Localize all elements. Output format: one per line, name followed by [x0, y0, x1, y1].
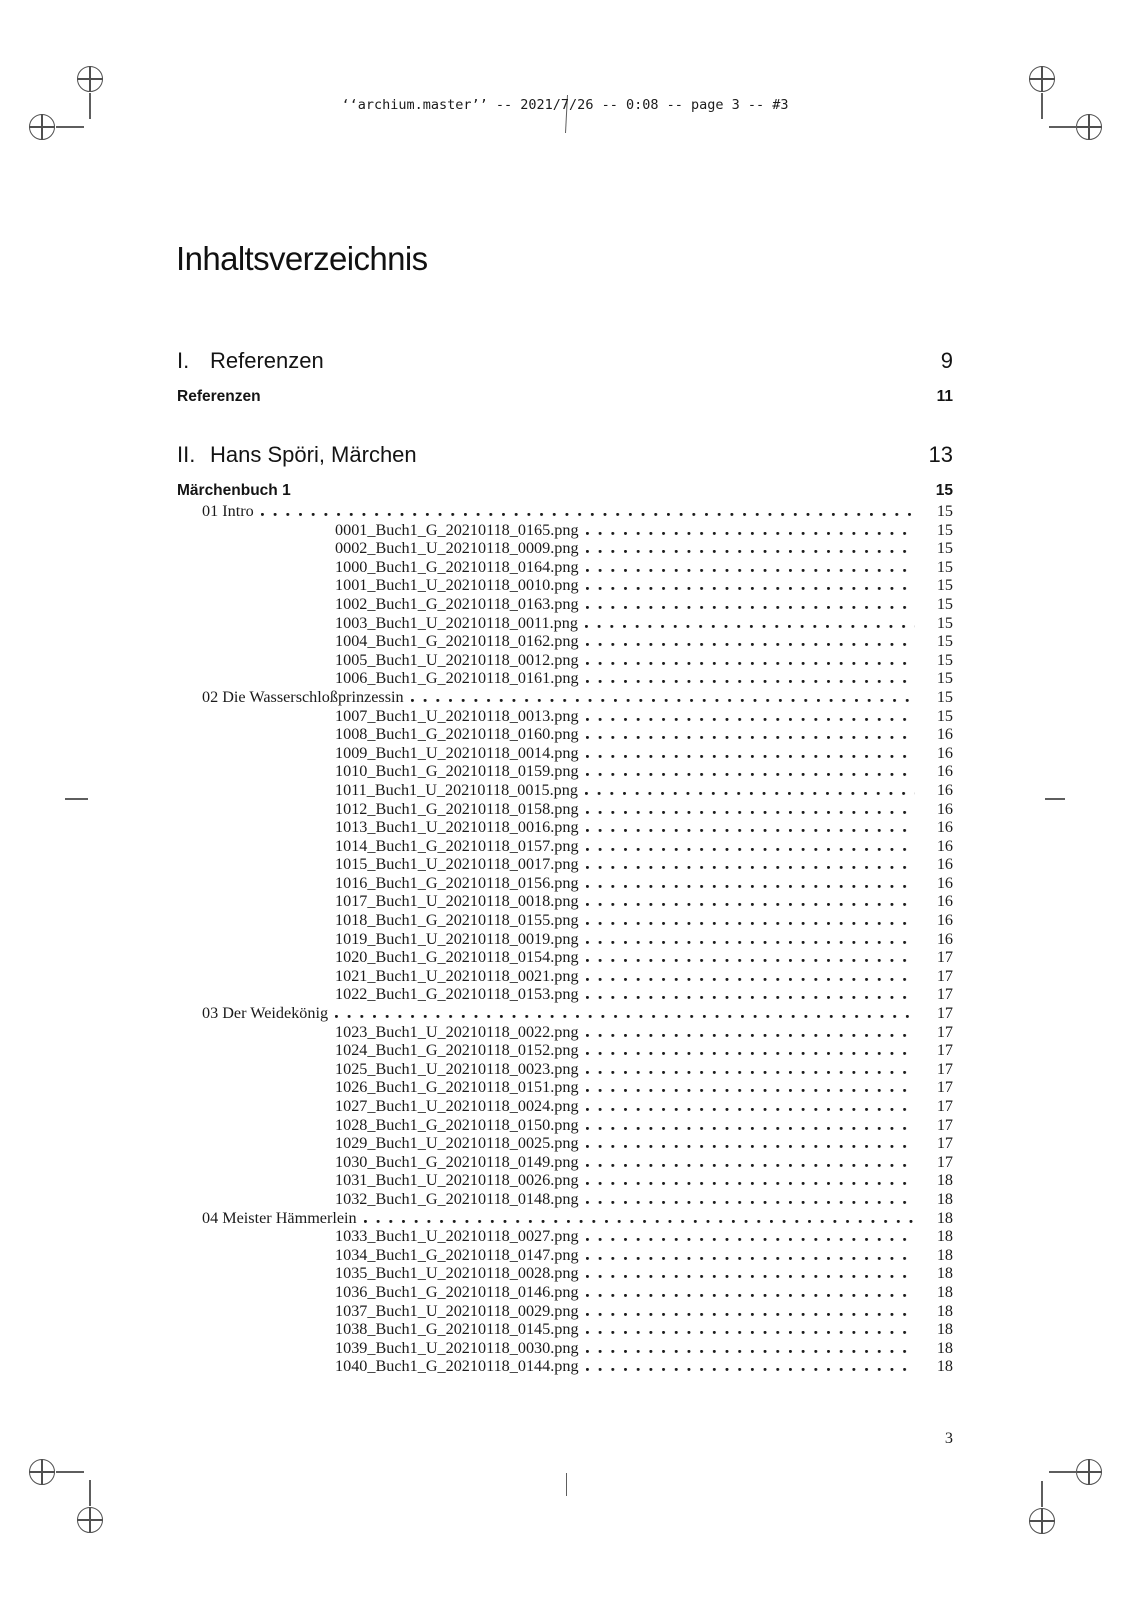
toc-entry-page-number: 18 [936, 1227, 953, 1246]
dot-leader [586, 587, 915, 590]
toc-row [177, 688, 953, 707]
dot-leader [586, 662, 915, 665]
dot-leader [586, 680, 915, 683]
toc-entry-page-number: 16 [936, 855, 953, 874]
toc-entry-label [335, 1190, 579, 1209]
toc-row [177, 762, 953, 781]
dot-leader [586, 1052, 915, 1055]
toc-entry-text: 01 Intro [202, 502, 254, 520]
toc-entry-text: 1026_Buch1_G_20210118_0151.png [335, 1078, 579, 1097]
toc-entry-page-number: 17 [936, 1097, 953, 1115]
dot-leader [586, 903, 915, 906]
toc-entry-text: 1000_Buch1_G_20210118_0164.png [335, 557, 579, 576]
dot-leader [335, 1015, 915, 1018]
toc-entry-text: 1006_Buch1_G_20210118_0161.png [335, 669, 579, 688]
toc-row [177, 595, 953, 614]
dot-leader [586, 922, 915, 925]
toc-entry-page-number: 15 [936, 539, 953, 558]
toc-entry-text: 1011_Buch1_U_20210118_0015.png [335, 780, 578, 799]
toc-entry-label [335, 1041, 579, 1060]
toc-entry-page-number: 15 [936, 594, 953, 613]
registration-mark-icon [77, 1507, 103, 1533]
toc-entry-text: 02 Die Wasserschloßprinzessin [202, 687, 404, 706]
toc-entry-page-number: 16 [936, 836, 953, 855]
toc-entry-label [335, 669, 579, 688]
toc-entry-label [335, 521, 579, 540]
toc-row [177, 837, 953, 856]
toc-entry-text: 1022_Buch1_G_20210118_0153.png [335, 985, 579, 1004]
dot-leader [586, 773, 915, 776]
toc-row [177, 1004, 953, 1023]
toc-entry-label [335, 967, 579, 986]
toc-entry-page-number: 16 [936, 780, 953, 799]
dot-leader [586, 1201, 915, 1204]
toc-entry-text: 1024_Buch1_G_20210118_0152.png [335, 1041, 579, 1060]
toc-entry-text: 1014_Buch1_G_20210118_0157.png [335, 836, 579, 855]
toc-entry-text: 1035_Buch1_U_20210118_0028.png [335, 1264, 579, 1283]
toc-entry-page-number: 15 [936, 576, 953, 595]
toc-entry-text: 1027_Buch1_U_20210118_0024.png [335, 1097, 579, 1115]
toc-entry-label [335, 744, 579, 763]
toc-entry-text: 1037_Buch1_U_20210118_0029.png [335, 1301, 579, 1320]
toc-entry-label [202, 502, 254, 521]
toc-entry-text: 1013_Buch1_U_20210118_0016.png [335, 818, 579, 837]
toc-entry-page-number: 17 [936, 948, 953, 967]
toc-row [177, 911, 953, 930]
toc-entry-label [335, 762, 579, 781]
dot-leader [586, 1108, 915, 1111]
toc-entry-text: 1015_Buch1_U_20210118_0017.png [335, 855, 579, 874]
dot-leader [586, 1127, 915, 1130]
toc-row [177, 1190, 953, 1209]
toc-row [177, 614, 953, 633]
toc-entry-page-number: 17 [936, 1115, 953, 1134]
toc-entry-text: 1016_Buch1_G_20210118_0156.png [335, 873, 579, 892]
dot-leader [586, 1294, 915, 1297]
toc-entry-text: 1010_Buch1_G_20210118_0159.png [335, 762, 579, 781]
toc-entry-label [335, 539, 579, 558]
toc-entry-text: 0001_Buch1_G_20210118_0165.png [335, 520, 579, 539]
toc-entry-page-number: 15 [936, 613, 953, 632]
dot-leader [586, 1145, 915, 1148]
dot-leader [586, 811, 915, 814]
toc-row [177, 1227, 953, 1246]
toc-entry-page-number: 16 [936, 892, 953, 911]
toc-entry-text: 1012_Buch1_G_20210118_0158.png [335, 799, 579, 818]
toc-entry-page-number: 16 [936, 873, 953, 892]
dot-leader [586, 1257, 915, 1260]
toc-row [177, 651, 953, 670]
toc-entry-text: 0002_Buch1_U_20210118_0009.png [335, 539, 579, 558]
toc-entry-page-number: 9 [940, 348, 953, 373]
toc-entry-label [335, 614, 578, 633]
dot-leader [586, 978, 915, 981]
toc-row [177, 669, 953, 688]
toc-row [177, 521, 953, 540]
toc-entry-label [335, 874, 579, 893]
toc-entry-page-number: 18 [936, 1338, 953, 1357]
trim-line [89, 1480, 90, 1506]
dot-leader [586, 1238, 915, 1241]
toc-entry-page-number: 15 [936, 557, 953, 576]
dot-leader [586, 1313, 915, 1316]
toc-entry-text: Referenzen [210, 348, 324, 373]
dot-leader [586, 941, 915, 944]
dot-leader [586, 736, 915, 739]
toc-row [177, 1171, 953, 1190]
toc-entry-page-number: 17 [936, 1022, 953, 1041]
toc-entry-text: 1001_Buch1_U_20210118_0010.png [335, 576, 579, 595]
dot-leader [586, 996, 915, 999]
toc-entry-label [335, 651, 579, 670]
toc-entry-text: Hans Spöri, Märchen [210, 442, 417, 467]
toc-row [177, 818, 953, 837]
toc-entry-page-number: 15 [936, 520, 953, 539]
toc-entry-label [335, 1153, 579, 1172]
toc-entry-text: 1021_Buch1_U_20210118_0021.png [335, 966, 579, 985]
toc-entry-text: 1004_Buch1_G_20210118_0162.png [335, 632, 579, 651]
toc-entry-label [335, 1302, 579, 1321]
trim-line [89, 93, 90, 119]
toc-entry-text: 1025_Buch1_U_20210118_0023.png [335, 1059, 579, 1078]
toc-entry-label [335, 1134, 579, 1153]
toc-entry-page-number: 18 [936, 1282, 953, 1301]
toc-entry-label [335, 1227, 579, 1246]
toc-row [177, 1264, 953, 1283]
toc-entry-label [335, 1357, 579, 1376]
toc-entry-label [335, 558, 579, 577]
dot-leader [261, 513, 915, 516]
toc-entry-label [335, 837, 579, 856]
toc-row [177, 967, 953, 986]
toc-entry-text: 1005_Buch1_U_20210118_0012.png [335, 650, 579, 669]
toc-entry-page-number: 16 [936, 743, 953, 762]
trim-line [1041, 1481, 1042, 1507]
toc-row [177, 1153, 953, 1172]
toc-row [177, 1023, 953, 1042]
toc-row [177, 388, 953, 405]
dot-leader [586, 643, 915, 646]
toc-row [177, 707, 953, 726]
toc-entry-label [335, 855, 579, 874]
toc-entry-label [335, 1116, 579, 1135]
toc-entry-label [177, 349, 324, 373]
toc-entry-label [335, 781, 578, 800]
toc-entry-page-number: 16 [936, 725, 953, 744]
trim-line [1041, 93, 1042, 119]
trim-line [56, 126, 84, 127]
dot-leader [586, 959, 915, 962]
toc-entry-page-number: 16 [936, 818, 953, 837]
toc-entry-text: 1038_Buch1_G_20210118_0145.png [335, 1320, 579, 1339]
toc-row [177, 576, 953, 595]
dot-leader [586, 1089, 915, 1092]
toc-entry-label [335, 800, 579, 819]
toc-entry-text: 1002_Buch1_G_20210118_0163.png [335, 594, 579, 613]
dot-leader [586, 1034, 915, 1037]
toc-entry-page-number: 17 [936, 1004, 953, 1023]
dot-leader [411, 699, 915, 702]
toc-entry-text: 1039_Buch1_U_20210118_0030.png [335, 1338, 579, 1357]
toc-entry-text: 1031_Buch1_U_20210118_0026.png [335, 1171, 579, 1190]
toc-row [177, 502, 953, 521]
toc-entry-label [335, 576, 579, 595]
toc-row [177, 744, 953, 763]
toc-entry-page-number: 15 [936, 650, 953, 669]
toc-entry-text: 1003_Buch1_U_20210118_0011.png [335, 613, 578, 632]
toc-row [177, 1097, 953, 1116]
toc-entry-label [335, 595, 579, 614]
toc-entry-text: 1040_Buch1_G_20210118_0144.png [335, 1357, 579, 1376]
toc-entry-page-number: 15 [935, 482, 953, 499]
registration-mark-icon [29, 1459, 55, 1485]
toc-entry-text: 1033_Buch1_U_20210118_0027.png [335, 1227, 579, 1246]
dot-leader [586, 606, 915, 609]
toc-entry-page-number: 18 [936, 1189, 953, 1208]
dot-leader [586, 1164, 915, 1167]
toc-row [177, 985, 953, 1004]
toc-entry-text: 1023_Buch1_U_20210118_0022.png [335, 1022, 579, 1041]
toc-entry-text: 1036_Buch1_G_20210118_0146.png [335, 1282, 579, 1301]
toc-entry-label [177, 388, 261, 405]
toc-row [177, 948, 953, 967]
toc-entry-page-number: 15 [936, 632, 953, 651]
toc-entry-page-number: 18 [936, 1320, 953, 1339]
toc-entry-label [335, 1097, 579, 1116]
toc-entry-label [177, 443, 417, 467]
dot-leader [586, 829, 915, 832]
toc-row [177, 892, 953, 911]
toc-entry-label [335, 985, 579, 1004]
toc-row [177, 1041, 953, 1060]
toc-row [177, 1134, 953, 1153]
toc-entry-page-number: 17 [936, 1078, 953, 1097]
registration-mark-icon [1076, 114, 1102, 140]
toc-entry-text: 1007_Buch1_U_20210118_0013.png [335, 706, 579, 725]
toc-entry-page-number: 18 [936, 1264, 953, 1283]
toc-row [177, 1246, 953, 1265]
dot-leader [585, 625, 915, 628]
toc-entry-label [335, 1320, 579, 1339]
toc-row [177, 1357, 953, 1376]
toc-entry-text: 1032_Buch1_G_20210118_0148.png [335, 1189, 579, 1208]
registration-mark-icon [77, 66, 103, 92]
toc-entry-page-number: 15 [936, 502, 953, 520]
toc-row [177, 1302, 953, 1321]
toc-entry-page-number: 18 [936, 1301, 953, 1320]
toc-entry-label [335, 948, 579, 967]
toc-entry-label [335, 818, 579, 837]
toc-row [177, 1339, 953, 1358]
dot-leader [586, 1071, 915, 1074]
toc-entry-page-number: 16 [936, 911, 953, 930]
dot-leader [586, 718, 915, 721]
toc-entry-label [335, 1171, 579, 1190]
registration-mark-icon [1029, 66, 1055, 92]
toc-entry-page-number: 16 [936, 762, 953, 781]
toc-entry-page-number: 18 [936, 1357, 953, 1376]
toc-entry-label [335, 1060, 579, 1079]
toc-entry-label [335, 632, 579, 651]
toc-row [177, 1116, 953, 1135]
toc-entry-text: Referenzen [177, 388, 261, 405]
toc-entry-page-number: 17 [936, 966, 953, 985]
toc-entry-label [335, 1078, 579, 1097]
dot-leader [586, 569, 915, 572]
dot-leader [586, 532, 915, 535]
toc-row [177, 1209, 953, 1228]
toc-entry-label [335, 1283, 579, 1302]
toc-row [177, 632, 953, 651]
toc-row [177, 1060, 953, 1079]
toc-entry-label [335, 707, 579, 726]
toc-entry-label [335, 1023, 579, 1042]
dot-leader [586, 1368, 915, 1371]
dot-leader [586, 755, 915, 758]
dot-leader [586, 1182, 915, 1185]
trim-line [56, 1471, 84, 1472]
toc-entry-page-number: 11 [936, 388, 953, 405]
toc-row [177, 558, 953, 577]
toc-entry-label [335, 1339, 579, 1358]
toc-entry-text: 1019_Buch1_U_20210118_0019.png [335, 929, 579, 948]
dot-leader [586, 1275, 915, 1278]
toc-entry-text: 03 Der Weidekönig [202, 1004, 329, 1023]
toc-part-numeral: I. [177, 348, 190, 373]
toc-entry-page-number: 13 [928, 442, 953, 467]
center-trim-mark [566, 1473, 567, 1496]
center-trim-mark [65, 798, 88, 800]
toc-entry-label [335, 930, 579, 949]
compile-header-line: ‘‘archium.master’’ -- 2021/7/26 -- 0:08 -- page 3 -- #3 [341, 97, 789, 113]
page-title: Inhaltsverzeichnis [176, 240, 428, 277]
dot-leader [585, 792, 915, 795]
toc-entry-page-number: 17 [936, 1152, 953, 1171]
toc-entry-label [335, 892, 579, 911]
toc-entry-label [202, 1209, 357, 1228]
toc-row [177, 800, 953, 819]
toc-entry-label [335, 725, 579, 744]
toc-row [177, 781, 953, 800]
toc-row [177, 874, 953, 893]
dot-leader [586, 848, 915, 851]
toc-entry-page-number: 17 [936, 1059, 953, 1078]
registration-mark-icon [29, 114, 55, 140]
toc-entry-text: 1030_Buch1_G_20210118_0149.png [335, 1152, 579, 1171]
toc-row [177, 443, 953, 467]
dot-leader [586, 1331, 915, 1334]
toc-entry-label [177, 482, 291, 499]
toc-entry-page-number: 18 [936, 1208, 953, 1227]
toc-part-numeral: II. [177, 442, 196, 467]
toc-row [177, 855, 953, 874]
toc-row [177, 349, 953, 373]
dot-leader [364, 1220, 915, 1223]
toc-entry-text: 1008_Buch1_G_20210118_0160.png [335, 725, 579, 744]
registration-mark-icon [1076, 1459, 1102, 1485]
toc-row [177, 930, 953, 949]
toc-entry-page-number: 15 [936, 669, 953, 688]
toc-entry-page-number: 18 [936, 1171, 953, 1190]
toc-row [177, 1320, 953, 1339]
folio-page-number: 3 [944, 1429, 953, 1447]
toc-entry-text: 1020_Buch1_G_20210118_0154.png [335, 948, 579, 967]
dot-leader [586, 1350, 915, 1353]
toc-row [177, 1078, 953, 1097]
toc-entry-page-number: 17 [936, 1041, 953, 1060]
trim-line [1049, 1471, 1077, 1472]
toc-entry-text: 04 Meister Hämmerlein [202, 1208, 357, 1227]
toc-row [177, 1283, 953, 1302]
toc-entry-label [202, 1004, 328, 1023]
dot-leader [586, 866, 915, 869]
toc-entry-text: 1017_Buch1_U_20210118_0018.png [335, 892, 579, 911]
toc-entry-text: Märchenbuch 1 [177, 482, 291, 499]
toc-entry-text: 1034_Buch1_G_20210118_0147.png [335, 1245, 579, 1264]
toc-entry-page-number: 16 [936, 929, 953, 948]
toc-entry-page-number: 18 [936, 1245, 953, 1264]
toc-entry-label [335, 1264, 579, 1283]
toc-entry-text: 1009_Buch1_U_20210118_0014.png [335, 743, 579, 762]
toc-entry-page-number: 15 [936, 706, 953, 725]
center-trim-mark [1045, 798, 1065, 800]
toc-entry-page-number: 17 [936, 1134, 953, 1153]
toc-entry-page-number: 16 [936, 799, 953, 818]
toc-row [177, 539, 953, 558]
trim-line [1049, 126, 1077, 127]
toc-row [177, 482, 953, 499]
dot-leader [586, 885, 915, 888]
toc-entry-text: 1028_Buch1_G_20210118_0150.png [335, 1115, 579, 1134]
dot-leader [586, 550, 915, 553]
toc-entry-label [202, 688, 404, 707]
toc-entry-text: 1029_Buch1_U_20210118_0025.png [335, 1134, 579, 1153]
table-of-contents [177, 349, 953, 1376]
toc-row [177, 725, 953, 744]
toc-entry-text: 1018_Buch1_G_20210118_0155.png [335, 911, 579, 930]
toc-entry-page-number: 17 [936, 985, 953, 1004]
registration-mark-icon [1029, 1508, 1055, 1534]
toc-entry-page-number: 15 [936, 687, 953, 706]
toc-entry-label [335, 1246, 579, 1265]
toc-entry-label [335, 911, 579, 930]
